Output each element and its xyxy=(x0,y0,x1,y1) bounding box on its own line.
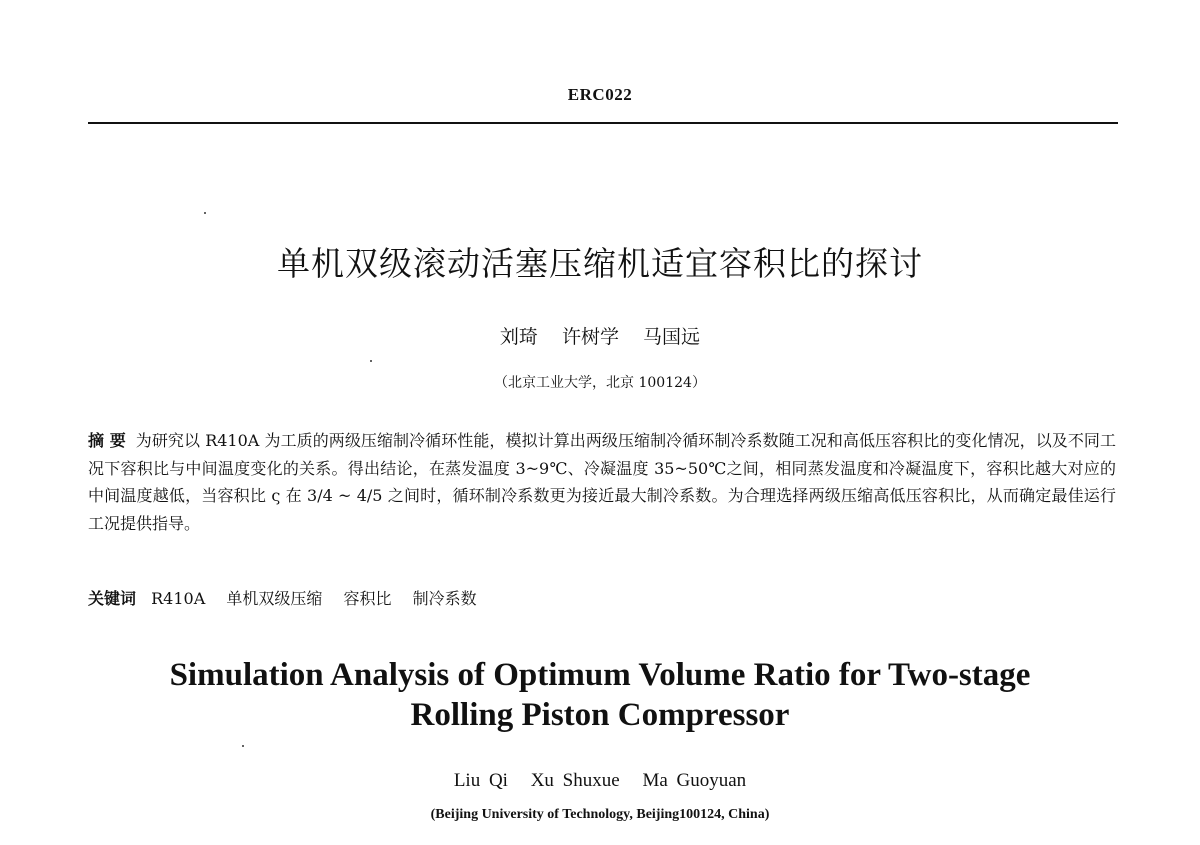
header-rule xyxy=(88,122,1118,124)
scan-speck xyxy=(242,745,244,747)
chinese-authors xyxy=(0,322,1200,349)
chinese-affiliation: （北京工业大学，北京 100124） xyxy=(494,375,706,391)
keyword: 单机双级压缩 xyxy=(226,589,323,608)
english-title-line-2: Rolling Piston Compressor xyxy=(410,697,790,733)
keywords-label: 关键词 xyxy=(88,589,137,608)
paper-code: ERC022 xyxy=(567,85,633,104)
keyword: R410A xyxy=(151,589,206,608)
author-3-en: Ma Guoyuan xyxy=(642,770,747,791)
abstract-text: 为研究以 R410A 为工质的两级压缩制冷循环性能，模拟计算出两级压缩制冷循环制冷系数随工况和高低压容积比的变化情况，以及不同工况下容积比与中间温度变化的关系。得出结论，在蒸发温度 3~9℃、冷凝温度 35~50℃之间，相同蒸发温度和冷凝温度下，容积比越大对应的中间温度越低，当容积比 ς 在 3/4 ~ 4/5 之间时，循环制冷系数更为接近最大制冷系数。为合理选择两级压缩高低压容积比，从而确定最佳运行工况提供指导。 xyxy=(88,431,1116,533)
chinese-abstract xyxy=(88,427,1116,537)
author-1-cn: 刘琦 xyxy=(499,326,538,348)
keywords-line xyxy=(88,586,1116,609)
english-authors xyxy=(0,770,1200,792)
author-2-cn: 许树学 xyxy=(561,326,619,348)
scan-speck xyxy=(204,212,206,214)
author-2-en: Xu Shuxue xyxy=(530,770,620,791)
english-title-line-1: Simulation Analysis of Optimum Volume Ratio for Two-stage xyxy=(169,657,1031,693)
author-1-en: Liu Qi xyxy=(453,770,508,791)
keyword: 容积比 xyxy=(343,589,392,608)
author-3-cn: 马国远 xyxy=(643,326,701,348)
english-title xyxy=(0,655,1200,735)
keyword: 制冷系数 xyxy=(412,589,477,608)
chinese-title: 单机双级滚动活塞压缩机适宜容积比的探讨 xyxy=(277,244,923,283)
abstract-label: 摘 要 xyxy=(88,431,126,450)
english-affiliation: (Beijing University of Technology, Beijing100124, China) xyxy=(430,807,770,822)
scan-speck xyxy=(370,360,372,362)
